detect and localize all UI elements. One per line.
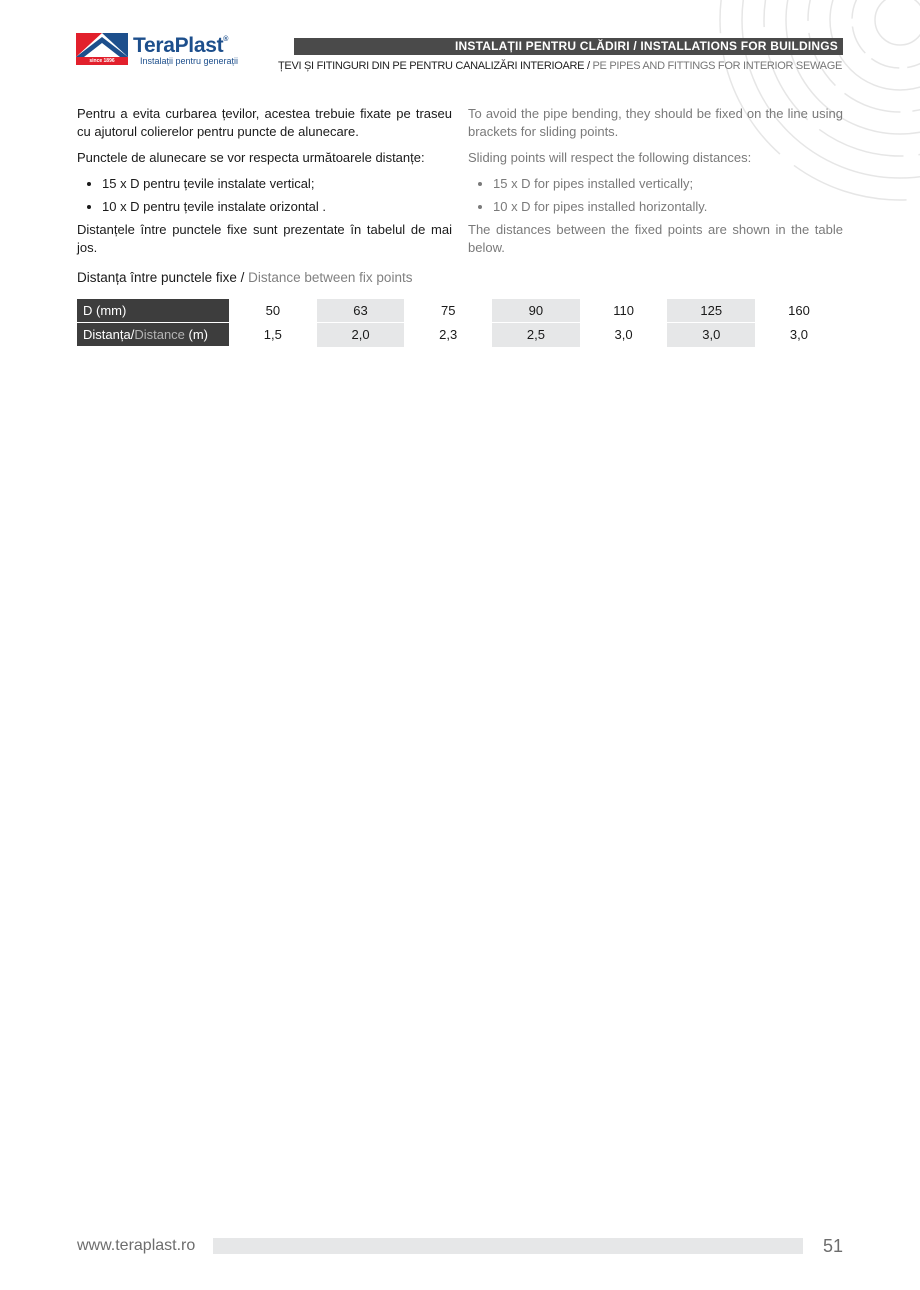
distance-cell: 3,0 xyxy=(789,327,808,343)
ro-paragraph-1: Pentru a evita curbarea țevilor, acestea trebuie fixate pe traseu cu ajutorul colierelor pentru puncte de alunecare. xyxy=(77,106,452,139)
section-title-bar: INSTALAȚII PENTRU CLĂDIRI / INSTALLATIONS FOR BUILDINGS xyxy=(294,38,843,55)
diameter-cell: 50 xyxy=(229,299,317,323)
distance-label-unit: (m) xyxy=(184,327,209,342)
footer-website: www.teraplast.ro xyxy=(77,1237,196,1254)
logo-tagline: Instalații pentru generații xyxy=(140,56,239,66)
caption-en: Distance between fix points xyxy=(248,270,413,285)
diameter-cell: 90 xyxy=(492,299,580,323)
en-bullet-item: • 10 x D for pipes installed horizontally. xyxy=(493,198,843,216)
en-bullet-item: • 15 x D for pipes installed vertically; xyxy=(493,175,843,193)
section-subtitle xyxy=(278,60,842,72)
distance-cell: 2,0 xyxy=(317,323,405,347)
distance-cell: 2,3 xyxy=(439,327,458,343)
row-header-distance xyxy=(77,323,229,347)
distance-cell: 3,0 xyxy=(614,327,633,343)
romanian-column xyxy=(77,105,452,265)
diameter-cell: 63 xyxy=(317,299,405,323)
table-row-diameter xyxy=(77,299,843,323)
table-caption xyxy=(77,270,412,285)
subtitle-en: PE PIPES AND FITTINGS FOR INTERIOR SEWAGE xyxy=(592,60,842,72)
distance-label-en: Distance xyxy=(134,327,185,342)
ro-bullet-item: • 10 x D pentru țevile instalate orizontal . xyxy=(102,198,452,216)
en-bullet-list xyxy=(468,175,843,216)
table-row-distance xyxy=(77,323,843,347)
caption-ro: Distanța între punctele fixe xyxy=(77,270,237,285)
ro-bullet-list xyxy=(77,175,452,216)
logo-brand-name xyxy=(133,34,228,58)
teraplast-logo xyxy=(76,33,246,69)
ro-paragraph-2: Punctele de alunecare se vor respecta următoarele distanțe: xyxy=(77,150,425,165)
distance-cell: 3,0 xyxy=(667,323,755,347)
en-paragraph-2: Sliding points will respect the following distances: xyxy=(468,150,752,165)
registered-mark: ® xyxy=(223,36,229,43)
caption-separator: / xyxy=(236,270,249,285)
distance-cell: 2,5 xyxy=(492,323,580,347)
diameter-cell: 125 xyxy=(667,299,755,323)
row-header-diameter: D (mm) xyxy=(77,299,229,323)
subtitle-separator: / xyxy=(584,60,593,72)
page-number: 51 xyxy=(822,1236,843,1256)
en-paragraph-3: The distances between the fixed points are shown in the table below. xyxy=(468,222,843,255)
distance-label-ro: Distanța xyxy=(83,327,131,342)
diameter-cell: 75 xyxy=(404,299,492,323)
brand-text: TeraPlast xyxy=(133,34,224,57)
en-paragraph-1: To avoid the pipe bending, they should be fixed on the line using brackets for sliding points. xyxy=(468,106,843,139)
fix-points-table xyxy=(77,299,843,347)
diameter-cell: 160 xyxy=(755,299,843,323)
distance-label-sep: / xyxy=(130,327,135,342)
distance-cell: 1,5 xyxy=(263,327,282,343)
english-column xyxy=(468,105,843,265)
logo-since: since 1896 xyxy=(89,58,115,64)
ro-paragraph-3: Distanțele între punctele fixe sunt prezentate în tabelul de mai jos. xyxy=(77,222,452,255)
subtitle-ro: ȚEVI ȘI FITINGURI DIN PE PENTRU CANALIZĂRI INTERIOARE xyxy=(278,60,585,72)
ro-bullet-item: • 15 x D pentru țevile instalate vertical; xyxy=(102,175,452,193)
footer-divider-bar xyxy=(213,1238,803,1254)
diameter-cell: 110 xyxy=(580,299,668,323)
